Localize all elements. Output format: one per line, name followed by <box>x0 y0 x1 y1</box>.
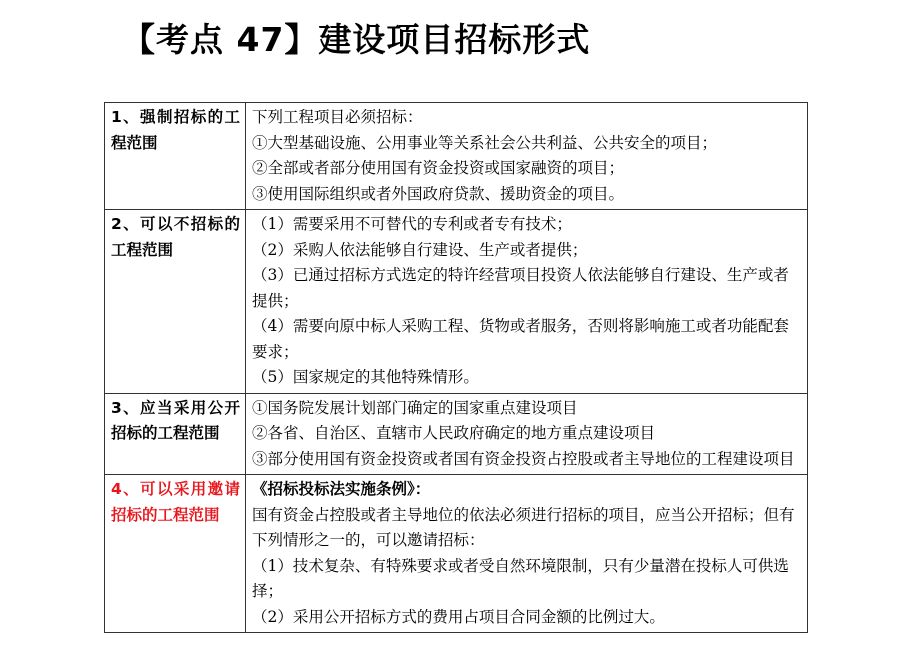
content-line: （2）采用公开招标方式的费用占项目合同金额的比例过大。 <box>252 607 665 626</box>
content-line: 国有资金占控股或者主导地位的依法必须进行招标的项目，应当公开招标；但有下列情形之一的，可以邀请招标： <box>252 505 795 549</box>
page-title: 【考点 47】建设项目招标形式 <box>122 20 591 59</box>
row-content-mandatory-bidding <box>246 103 808 210</box>
table-row <box>105 103 808 210</box>
content-line: ①大型基础设施、公用事业等关系社会公共利益、公共安全的项目； <box>252 133 718 152</box>
content-line: ③部分使用国有资金投资或者国有资金投资占控股或者主导地位的工程建设项目 <box>252 449 795 468</box>
content-line: （5）国家规定的其他特殊情形。 <box>252 368 479 386</box>
content-line: （3）已通过招标方式选定的特许经营项目投资人依法能够自行建设、生产或者提供； <box>252 266 789 310</box>
regulation-heading: 《招标投标法实施条例》： <box>252 480 431 498</box>
content-line: ①国务院发展计划部门确定的国家重点建设项目 <box>252 398 578 417</box>
content-line: （2）采购人依法能够自行建设、生产或者提供； <box>252 240 588 259</box>
table-row <box>105 210 808 394</box>
content-line: ②各省、自治区、直辖市人民政府确定的地方重点建设项目 <box>252 424 656 442</box>
content-line: ③使用国际组织或者外国政府贷款、援助资金的项目。 <box>252 184 625 203</box>
content-line: （4）需要向原中标人采购工程、货物或者服务，否则将影响施工或者功能配套要求； <box>252 317 789 361</box>
row-label-mandatory-bidding: 1、强制招标的工程范围 <box>105 103 246 210</box>
row-content-invited-bidding <box>246 475 808 633</box>
table-row <box>105 393 808 475</box>
row-label-exempt-bidding: 2、可以不招标的工程范围 <box>105 210 246 394</box>
content-line: 下列工程项目必须招标： <box>252 108 423 126</box>
row-content-exempt-bidding <box>246 210 808 394</box>
row-content-open-bidding <box>246 393 808 475</box>
row-label-open-bidding: 3、应当采用公开招标的工程范围 <box>105 393 246 475</box>
content-line: （1）技术复杂、有特殊要求或者受自然环境限制，只有少量潜在投标人可供选择； <box>252 556 789 600</box>
content-line: ②全部或者部分使用国有资金投资或国家融资的项目； <box>252 159 625 177</box>
table-row <box>105 475 808 633</box>
content-line: （1）需要采用不可替代的专利或者专有技术； <box>252 215 572 233</box>
row-label-invited-bidding: 4、可以采用邀请招标的工程范围 <box>105 475 246 633</box>
bidding-scope-table <box>104 102 808 633</box>
